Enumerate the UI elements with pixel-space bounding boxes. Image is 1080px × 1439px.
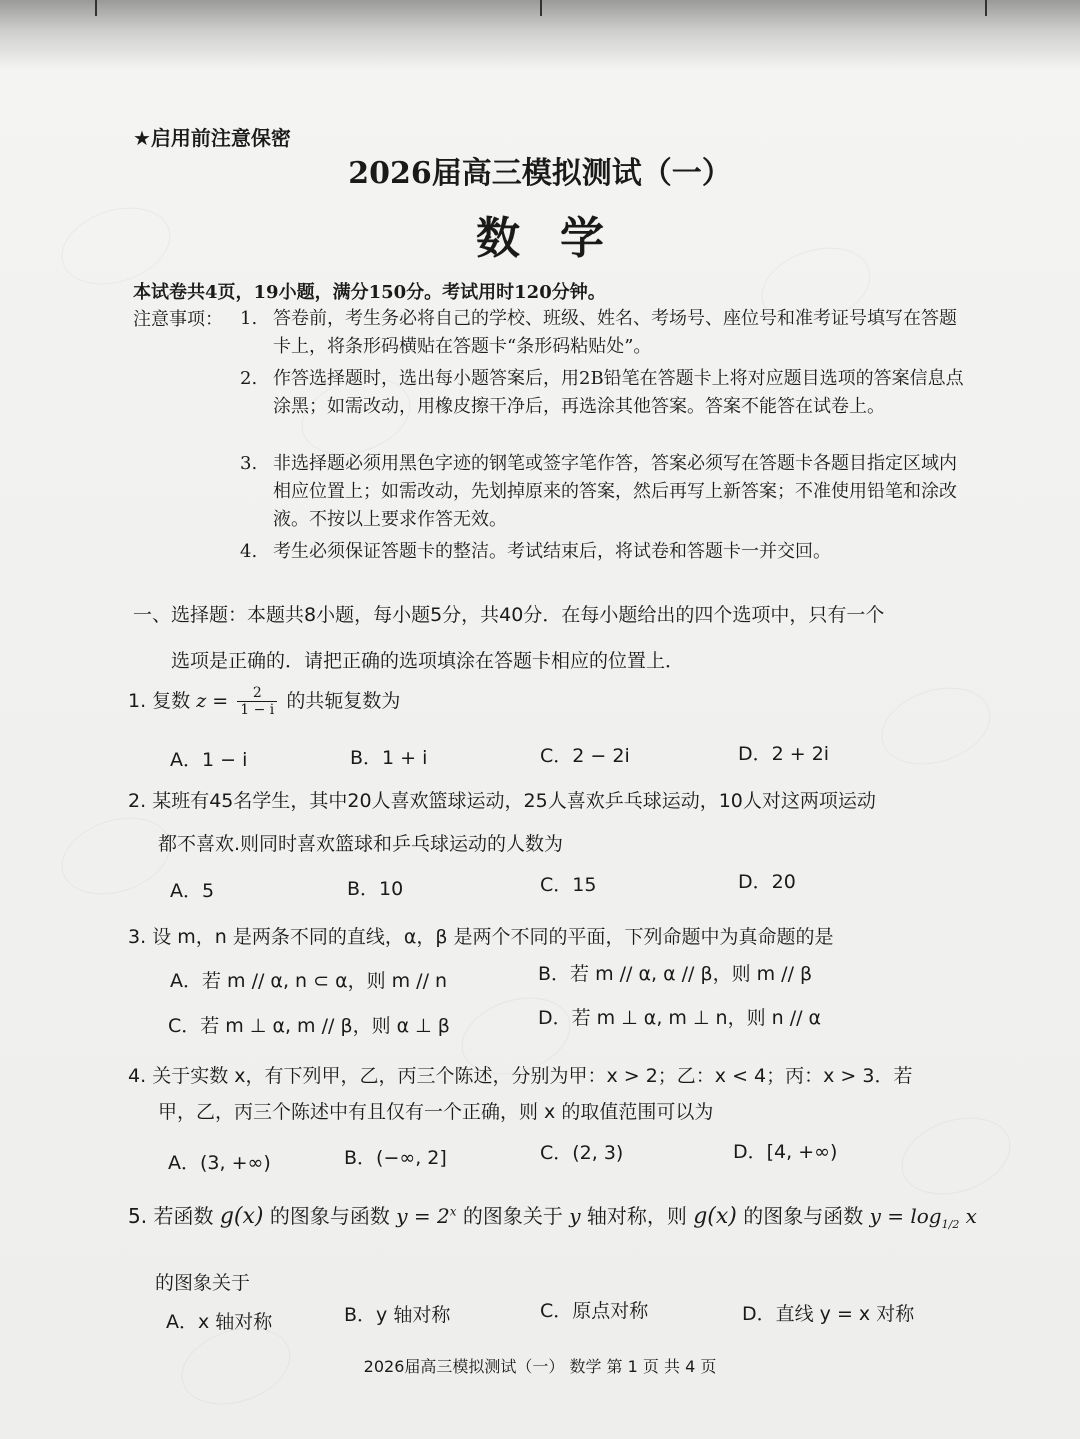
math-variable: z	[196, 690, 207, 712]
math-expression	[396, 1204, 456, 1228]
exam-title: 2026届高三模拟测试（一）	[348, 156, 732, 191]
note-number: 4.	[240, 541, 258, 562]
watermark	[52, 804, 181, 907]
math-variable: x	[965, 1204, 977, 1228]
question-2	[128, 786, 876, 813]
question-4	[128, 1061, 912, 1088]
note-item	[240, 450, 965, 534]
note-item	[240, 365, 965, 421]
math-base: y = 2	[396, 1204, 450, 1228]
question-text: 轴对称，则	[586, 1204, 687, 1228]
section-line-1: 一、选择题：本题共8小题，每小题5分，共40分．在每小题给出的四个选项中，只有一个	[133, 604, 885, 626]
option-a: A．x 轴对称	[166, 1311, 273, 1333]
confidential-notice: ★启用前注意保密	[133, 126, 291, 150]
question-text: 设 m，n 是两条不同的直线，α，β 是两个不同的平面，下列命题中为真命题的是	[152, 926, 834, 948]
option-b: B．10	[347, 878, 404, 900]
math-expression	[869, 1204, 977, 1231]
option-c: C．若 m ⊥ α, m // β，则 α ⊥ β	[168, 1015, 450, 1037]
math-exponent: x	[449, 1204, 457, 1219]
section-heading	[133, 592, 963, 684]
option-b: B．1 + i	[350, 747, 428, 769]
fraction-numerator: 2	[237, 685, 277, 702]
note-item	[240, 305, 965, 361]
math-function: g(x)	[693, 1204, 737, 1229]
note-text: 作答选择题时，选出每小题答案后，用2B铅笔在答题卡上将对应题目选项的答案信息点涂黑；如需改动，用橡皮擦干净后，再选涂其他答案。答案不能答在试卷上。	[273, 368, 964, 417]
question-text: 的图象与函数	[269, 1204, 390, 1228]
question-number: 1.	[128, 690, 147, 712]
section-line-2: 选项是正确的．请把正确的选项填涂在答题卡相应的位置上．	[171, 650, 685, 672]
question-5-line-2: 的图象关于	[155, 1272, 251, 1294]
question-text: 的图象与函数	[743, 1204, 864, 1228]
note-number: 1.	[240, 308, 258, 329]
question-4-line-2: 甲，乙，丙三个陈述中有且仅有一个正确，则 x 的取值范围可以为	[158, 1101, 714, 1123]
math-log: y = log	[869, 1204, 942, 1228]
note-text: 考生必须保证答题卡的整洁。考试结束后，将试卷和答题卡一并交回。	[273, 541, 831, 562]
question-text: 的图象关于	[462, 1204, 563, 1228]
option-a: A．5	[170, 880, 215, 902]
option-a: A．(3, +∞)	[168, 1152, 271, 1174]
question-number: 5.	[128, 1204, 148, 1228]
option-c: C．15	[540, 874, 597, 896]
fraction	[237, 685, 277, 718]
question-text: 复数	[152, 690, 191, 712]
question-text: 关于实数 x，有下列甲，乙，丙三个陈述，分别为甲：x > 2；乙：x < 4；丙：x > 3．若	[152, 1065, 913, 1087]
option-b: B．y 轴对称	[344, 1304, 451, 1326]
subject-title: 数学	[476, 213, 644, 264]
option-a: A．若 m // α, n ⊂ α，则 m // n	[170, 970, 448, 992]
binder-mark	[540, 0, 542, 16]
question-3	[128, 922, 834, 949]
option-c: C．2 − 2i	[540, 745, 630, 767]
question-text: 的共轭复数为	[286, 690, 401, 712]
option-d: D．2 + 2i	[738, 743, 830, 765]
math-equals: =	[206, 690, 235, 712]
exam-intro: 本试卷共4页，19小题，满分150分。考试用时120分钟。	[133, 282, 606, 303]
watermark	[872, 674, 1001, 777]
math-variable: y	[569, 1204, 581, 1228]
question-number: 3.	[128, 926, 147, 948]
option-d: D．[4, +∞)	[733, 1141, 838, 1163]
option-d: D．20	[738, 871, 796, 893]
question-2-line-2: 都不喜欢.则同时喜欢篮球和乒乓球运动的人数为	[158, 833, 564, 855]
note-text: 非选择题必须用黑色字迹的钢笔或签字笔作答，答案必须写在答题卡各题目指定区域内相应位置上；如需改动，先划掉原来的答案，然后再写上新答案；不准使用铅笔和涂改液。不按以上要求作答无效。	[273, 453, 957, 530]
math-log-base: 1/2	[941, 1218, 960, 1231]
binder-mark	[985, 0, 987, 16]
page-footer: 2026届高三模拟测试（一） 数学 第 1 页 共 4 页	[363, 1357, 717, 1376]
question-5	[128, 1200, 977, 1231]
question-text: 某班有45名学生，其中20人喜欢篮球运动，25人喜欢乒乓球运动，10人对这两项运动	[152, 790, 876, 812]
note-text: 答卷前，考生务必将自己的学校、班级、姓名、考场号、座位号和准考证号填写在答题卡上，将条形码横贴在答题卡“条形码粘贴处”。	[273, 308, 957, 357]
question-text: 若函数	[153, 1204, 214, 1228]
question-number: 4.	[128, 1065, 147, 1087]
option-c: C．原点对称	[540, 1300, 649, 1322]
watermark	[892, 1104, 1021, 1207]
fraction-denominator: 1 − i	[240, 702, 275, 718]
option-a: A．1 − i	[170, 749, 248, 771]
option-d: D．直线 y = x 对称	[742, 1303, 915, 1325]
question-number: 2.	[128, 790, 147, 812]
question-1	[128, 685, 400, 718]
math-function: g(x)	[219, 1204, 264, 1229]
option-b: B．(−∞, 2]	[344, 1147, 447, 1169]
note-number: 3.	[240, 453, 258, 474]
note-item	[240, 538, 965, 566]
option-d: D．若 m ⊥ α, m ⊥ n，则 n // α	[538, 1007, 822, 1029]
option-c: C．(2, 3)	[540, 1142, 624, 1164]
option-b: B．若 m // α, α // β，则 m // β	[538, 963, 813, 985]
note-number: 2.	[240, 368, 258, 389]
notes-label: 注意事项：	[133, 309, 223, 330]
binder-mark	[95, 0, 97, 16]
